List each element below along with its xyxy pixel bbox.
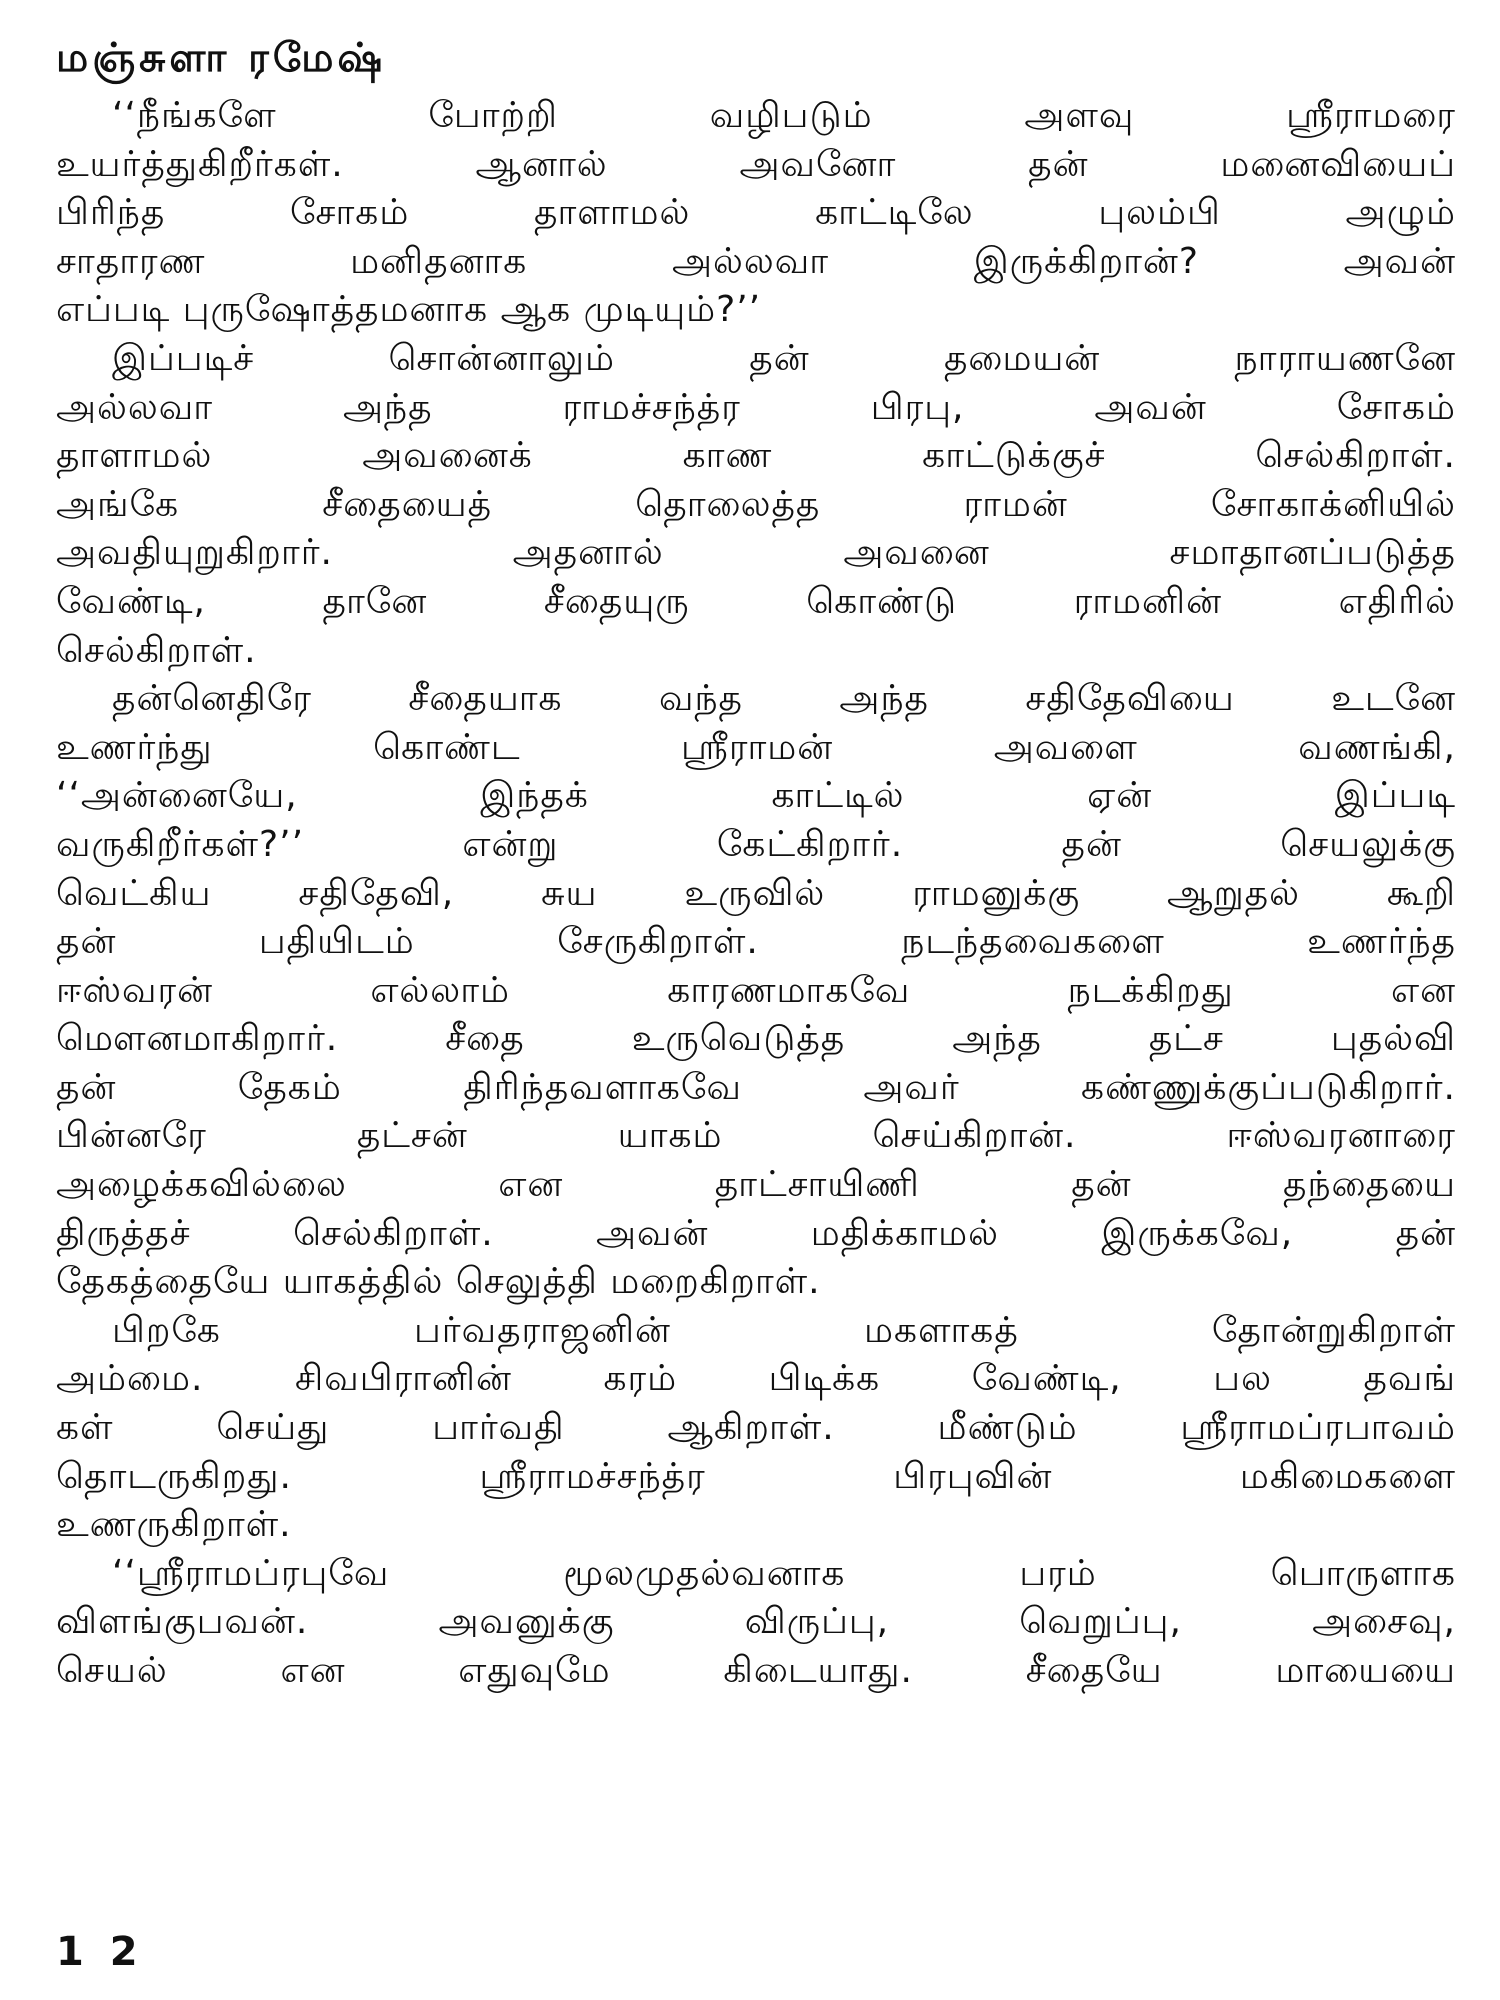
body-text [56,92,1456,1696]
text-line: வெட்கிய சதிதேவி, சுய உருவில் ராமனுக்கு ஆறுதல் கூறி [56,872,1456,914]
text-line: பின்னரே தட்சன் யாகம் செய்கிறான். ஈஸ்வரனாரை [56,1115,1456,1157]
paragraph [56,1550,1456,1696]
text-line: தன் பதியிடம் சேருகிறாள். நடந்தவைகளை உணர்ந்த [56,921,1456,963]
text-line: தொடருகிறது. ஸ்ரீராமச்சந்த்ர பிரபுவின் மகிமைகளை [56,1455,1456,1497]
paragraph [56,92,1456,335]
text-line: பிரிந்த சோகம் தாளாமல் காட்டிலே புலம்பி அழும் [56,192,1456,234]
text-line: செல்கிறாள். [56,629,257,671]
text-line: தன் தேகம் திரிந்தவளாகவே அவர் கண்ணுக்குப்படுகிறார். [56,1066,1456,1108]
paragraph [56,335,1456,675]
text-line: ஈஸ்வரன் எல்லாம் காரணமாகவே நடக்கிறது என [56,969,1456,1011]
text-line: அல்லவா அந்த ராமச்சந்த்ர பிரபு, அவன் சோகம் [56,386,1456,428]
text-line: வேண்டி, தானே சீதையுரு கொண்டு ராமனின் எதிரில் [56,580,1456,622]
text-line: உணருகிறாள். [56,1504,292,1546]
text-line: ‘‘ஸ்ரீராமப்ரபுவே மூலமுதல்வனாக பரம் பொருளாக [112,1552,1456,1594]
text-line: உயர்த்துகிறீர்கள். ஆனால் அவனோ தன் மனைவியைப் [56,143,1456,185]
paragraph [56,675,1456,1307]
text-line: பிறகே பர்வதராஜனின் மகளாகத் தோன்றுகிறாள் [112,1309,1456,1351]
text-line: திருத்தச் செல்கிறாள். அவன் மதிக்காமல் இருக்கவே, தன் [56,1212,1456,1254]
text-line: கள் செய்து பார்வதி ஆகிறாள். மீண்டும் ஸ்ரீராமப்ரபாவம் [56,1407,1456,1449]
text-line: உணர்ந்து கொண்ட ஸ்ரீராமன் அவளை வணங்கி, [56,726,1456,768]
text-line: வருகிறீர்கள்?’’ என்று கேட்கிறார். தன் செயலுக்கு [56,823,1456,865]
text-line: ‘‘நீங்களே போற்றி வழிபடும் அளவு ஸ்ரீராமரை [112,95,1456,136]
paragraph [56,1307,1456,1550]
text-line: எப்படி புருஷோத்தமனாக ஆக முடியும்?’’ [56,289,762,331]
text-line: அம்மை. சிவபிரானின் கரம் பிடிக்க வேண்டி, பல தவங் [56,1358,1456,1400]
text-line: ‘‘அன்னையே, இந்தக் காட்டில் ஏன் இப்படி [56,775,1456,817]
text-line: தேகத்தையே யாகத்தில் செலுத்தி மறைகிறாள். [56,1261,821,1303]
text-line: தாளாமல் அவனைக் காண காட்டுக்குச் செல்கிறாள். [56,435,1456,477]
text-line: தன்னெதிரே சீதையாக வந்த அந்த சதிதேவியை உடனே [112,678,1456,720]
text-line: மௌனமாகிறார். சீதை உருவெடுத்த அந்த தட்ச புதல்வி [56,1018,1456,1060]
book-page [56,30,1456,1970]
text-line: இப்படிச் சொன்னாலும் தன் தமையன் நாராயணனே [112,337,1456,379]
text-line: விளங்குபவன். அவனுக்கு விருப்பு, வெறுப்பு, அசைவு, [56,1601,1456,1643]
text-line: அழைக்கவில்லை என தாட்சாயிணி தன் தந்தையை [56,1164,1456,1206]
text-line: அங்கே சீதையைத் தொலைத்த ராமன் சோகாக்னியில் [56,483,1456,525]
text-line: அவதியுறுகிறார். அதனால் அவனை சமாதானப்படுத்த [56,532,1456,574]
running-header: மஞ்சுளா ரமேஷ் [56,35,387,81]
text-line: செயல் என எதுவுமே கிடையாது. சீதையே மாயையை [56,1650,1456,1691]
text-line: சாதாரண மனிதனாக அல்லவா இருக்கிறான்? அவன் [56,240,1456,282]
page-number: 1 2 [56,1929,144,1975]
